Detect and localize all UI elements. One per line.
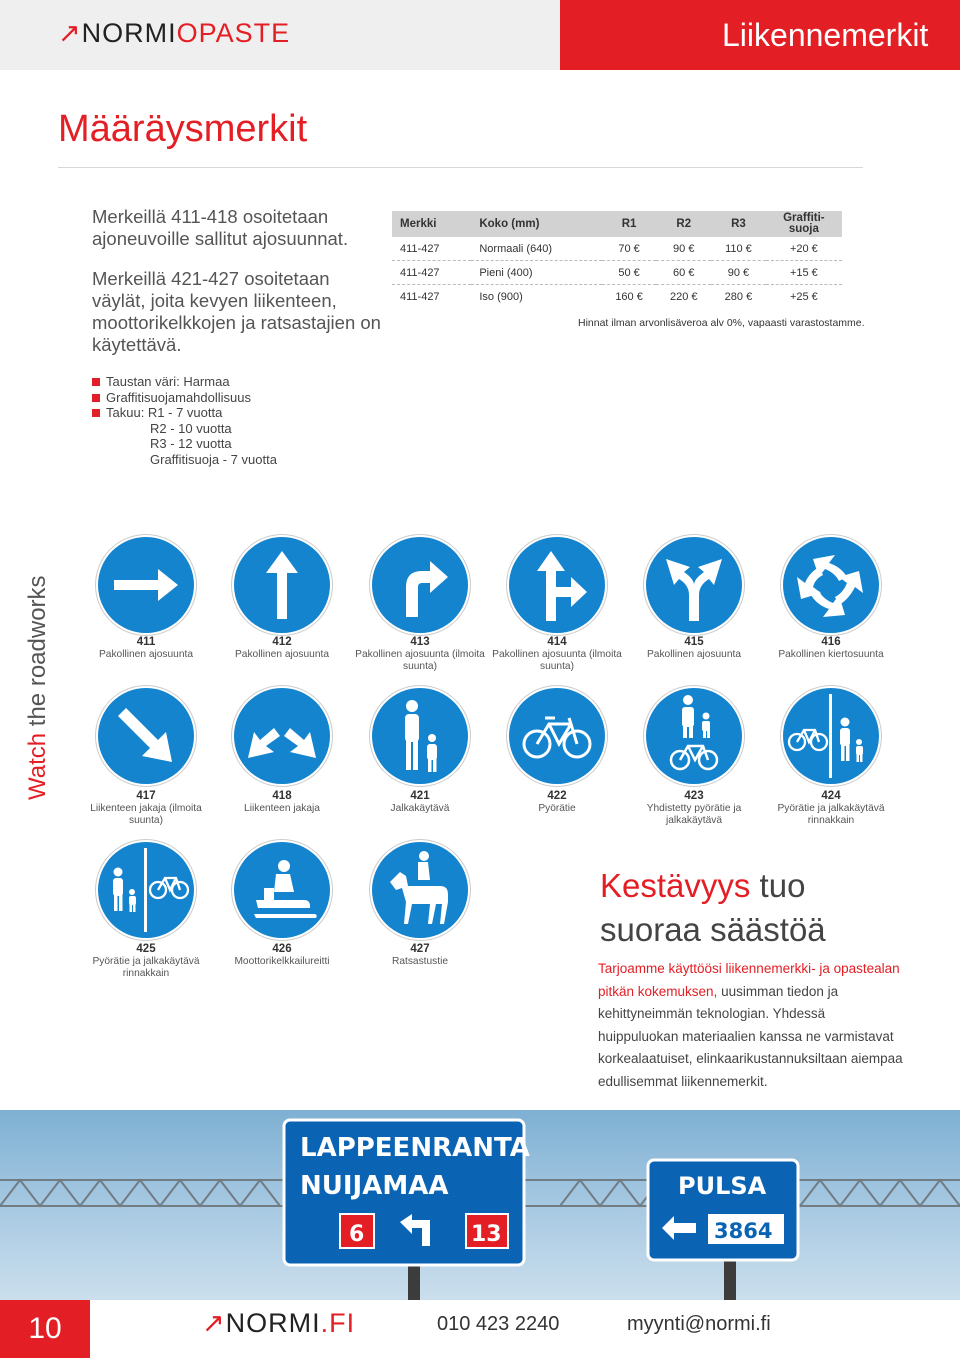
sign-label: Liikenteen jakaja [244, 803, 320, 814]
table-row [392, 285, 842, 309]
sign-code: 416 [821, 636, 841, 648]
cell: 70 € [602, 237, 657, 261]
side-slogan [24, 575, 52, 800]
cell: 160 € [615, 290, 643, 303]
list-item [92, 390, 277, 406]
sign-label: Jalkakäytävä [390, 803, 450, 814]
sign-424-bicycle-pedestrian-side-icon [783, 688, 879, 784]
table-row [392, 237, 842, 261]
footer-logo-dot: .FI [320, 1308, 356, 1338]
sign-label: Pakollinen ajosuunta (ilmoita suunta) [355, 649, 485, 672]
sign-caption [212, 636, 352, 661]
promo-heading-line2: suoraa säästöä [600, 911, 826, 948]
list-item [92, 405, 277, 421]
sign-422-bicycle-icon [509, 688, 605, 784]
promo-body-accent: Tarjoamme käyttöösi liikennemerkki- ja opastealan pitkän kokemuksen, [598, 961, 900, 999]
cell: Normaali (640) [471, 237, 601, 261]
sign-code: 425 [136, 943, 156, 955]
bullet-icon [92, 378, 100, 386]
intro-paragraph-2: Merkeillä 421-427 osoitetaan väylät, joita kevyen liikenteen, moottorikelkkojen ja ratsastajien on käytettävä. [92, 268, 381, 355]
sign-code: 412 [272, 636, 292, 648]
cell: +20 € [766, 237, 842, 261]
promo-heading-accent: Kestävyys [600, 867, 751, 904]
footer-logo-main: NORMI [225, 1308, 321, 1338]
sign-caption [350, 943, 490, 968]
sign-code: 417 [136, 790, 156, 802]
cell: 411-427 [392, 237, 471, 261]
page-number: 10 [0, 1300, 90, 1358]
sign-label: Pakollinen kiertosuunta [778, 649, 884, 660]
sign-caption [212, 790, 352, 815]
bullet-icon [92, 409, 100, 417]
section-title-bar [560, 0, 960, 70]
sign-417-arrow-diagonal-icon [98, 688, 194, 784]
col-r3: R3 [711, 211, 766, 237]
cell: 411-427 [392, 261, 471, 285]
list-item-text: Graffitisuojamahdollisuus [106, 389, 251, 405]
sign-caption [350, 790, 490, 815]
intro-paragraph-1: Merkeillä 411-418 osoitetaan ajoneuvoille sallitut ajosuunnat. [92, 206, 349, 249]
table-row [392, 261, 842, 285]
sign-label: Pakollinen ajosuunta [646, 649, 742, 660]
col-r2: R2 [656, 211, 711, 237]
promo-heading [600, 864, 826, 952]
sign-414-arrow-straight-right-icon [509, 537, 605, 633]
promo-body-rest: uusimman tiedon ja kehittyneimmän teknologian. Yhdessä huippuluokan materiaalien kanssa ne varmistavat korkealaatuiset, elinkaarikustannuksiltaan aiempaa edullisemmat liikennemerkit. [598, 983, 903, 1089]
cell: 90 € [656, 237, 711, 261]
photo-sign-line1: LAPPEENRANTA [300, 1133, 530, 1163]
sign-423-pedestrian-bicycle-icon [646, 688, 742, 784]
sign-413-arrow-turn-right-icon [372, 537, 468, 633]
sign-code: 423 [684, 790, 704, 802]
sign-411-arrow-right-icon [98, 537, 194, 633]
list-item [92, 374, 277, 390]
brand-logo: ↗NORMIOPASTE [58, 18, 291, 48]
sign-code: 421 [410, 790, 430, 802]
sign-416-roundabout-icon [783, 537, 879, 633]
sign-418-arrows-diverge-icon [234, 688, 330, 784]
cell: +25 € [789, 290, 818, 303]
photo-sign-road-a: 6 [349, 1222, 365, 1247]
promo-body [598, 958, 908, 1093]
brand-suffix: OPASTE [176, 18, 291, 48]
promo-heading-rest: tuo [750, 867, 806, 904]
sign-code: 414 [547, 636, 567, 648]
sign-caption [487, 790, 627, 815]
sign-label: Yhdistetty pyörätie ja jalkakäytävä [646, 803, 742, 826]
col-r1: R1 [602, 211, 657, 237]
sign-caption [76, 790, 216, 827]
sign-code: 427 [410, 943, 430, 955]
photo-sign-road-b: 13 [471, 1222, 502, 1247]
sign-caption [212, 943, 352, 968]
sign-caption [761, 636, 901, 661]
cell: 280 € [724, 290, 753, 303]
sign-427-horse-rider-icon [372, 842, 468, 938]
road-sign-photo [0, 1110, 960, 1310]
sign-label: Pyörätie [538, 803, 576, 814]
list-item-text: Taustan väri: Harmaa [106, 374, 230, 389]
cell: Iso (900) [479, 290, 523, 303]
sign-421-pedestrian-icon [372, 688, 468, 784]
cell: Pieni (400) [471, 261, 601, 285]
sign-label: Liikenteen jakaja (ilmoita suunta) [90, 803, 202, 826]
cell: 220 € [669, 290, 698, 303]
photo-sign-road-number: 3864 [714, 1219, 773, 1243]
sign-caption [624, 790, 764, 827]
cell: 50 € [602, 261, 657, 285]
footer-logo: ↗NORMI.FI [202, 1308, 356, 1338]
side-slogan-accent: Watch [24, 732, 51, 800]
sign-label: Pyörätie ja jalkakäytävä rinnakkain [777, 803, 885, 826]
section-title: Liikennemerkit [722, 17, 929, 53]
side-slogan-rest: the roadworks [24, 575, 51, 727]
sign-412-arrow-up-icon [234, 537, 330, 633]
brand-prefix: NORMI [81, 18, 177, 48]
list-subitem: Graffitisuoja - 7 vuotta [150, 451, 277, 467]
sign-code: 413 [410, 636, 430, 648]
sign-code: 424 [821, 790, 841, 802]
cell: 110 € [711, 237, 766, 261]
bullet-icon [92, 394, 100, 402]
sign-425-pedestrian-bicycle-side-icon [98, 842, 194, 938]
cell: +15 € [766, 261, 842, 285]
sign-label: Pyörätie ja jalkakäytävä rinnakkain [92, 956, 200, 979]
footer-phone[interactable]: 010 423 2240 [437, 1313, 560, 1335]
col-graffiti: Graffiti- suoja [766, 211, 842, 237]
table-header-row [392, 211, 842, 237]
list-subitem: R3 - 12 vuotta [150, 436, 232, 452]
divider [58, 167, 863, 168]
sign-code: 418 [272, 790, 292, 802]
sign-code: 422 [547, 790, 567, 802]
sign-label: Pakollinen ajosuunta [98, 649, 194, 660]
list-item-text: Takuu: R1 - 7 vuotta [106, 405, 223, 421]
sign-caption [350, 636, 490, 673]
sign-caption [487, 636, 627, 673]
sign-label: Pakollinen ajosuunta [234, 649, 330, 660]
spec-list [92, 374, 277, 468]
sign-code: 426 [272, 943, 292, 955]
sign-label: Pakollinen ajosuunta (ilmoita suunta) [492, 649, 622, 672]
sign-label: Moottorikelkkailureitti [234, 956, 330, 967]
sign-caption [761, 790, 901, 827]
sign-426-snowmobile-icon [234, 842, 330, 938]
sign-code: 411 [136, 636, 156, 648]
page-title: Määräysmerkit [58, 108, 308, 150]
sign-caption [624, 636, 764, 661]
sign-caption [76, 943, 216, 980]
col-koko: Koko (mm) [471, 211, 601, 237]
price-table [392, 211, 842, 308]
cell: 60 € [656, 261, 711, 285]
cell: 411-427 [400, 290, 440, 303]
sign-415-arrow-split-icon [646, 537, 742, 633]
sign-code: 415 [684, 636, 704, 648]
cell: 90 € [711, 261, 766, 285]
photo-sign-line2: NUIJAMAA [300, 1171, 449, 1201]
col-merkki: Merkki [392, 211, 471, 237]
footer-email[interactable]: myynti@normi.fi [627, 1313, 771, 1335]
price-note: Hinnat ilman arvonlisäveroa alv 0%, vapaasti varastostamme. [578, 317, 865, 329]
sign-label: Ratsastustie [391, 956, 449, 967]
sign-caption [76, 636, 216, 661]
photo-sign-pulsa: PULSA [678, 1172, 767, 1200]
list-subitem: R2 - 10 vuotta [150, 420, 232, 436]
